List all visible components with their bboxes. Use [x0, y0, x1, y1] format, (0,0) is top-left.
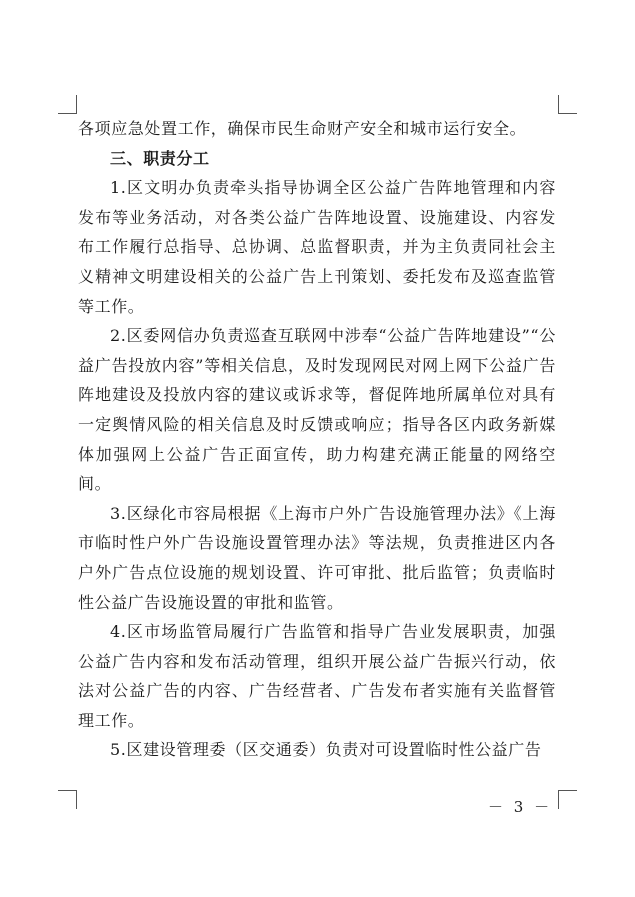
- lead-line: 各项应急处置工作，确保市民生命财产安全和城市运行安全。: [78, 119, 527, 138]
- crop-mark-top-right: [558, 95, 577, 114]
- crop-mark-top-left: [58, 95, 77, 114]
- crop-mark-bottom-left: [58, 790, 77, 809]
- paragraph-1: 1.区文明办负责牵头指导协调全区公益广告阵地管理和内容发布等业务活动，对各类公益广告阵地设置、设施建设、内容发布工作履行总指导、总协调、总监督职责，并为主负责同社会主义精神文明建设相关的公益广告上刊策划、委托发布及巡查监管等工作。: [78, 178, 556, 316]
- paragraph-2: 2.区委网信办负责巡查互联网中涉奉“公益广告阵地建设”“公益广告投放内容”等相关信息，及时发现网民对网上网下公益广告阵地建设及投放内容的建议或诉求等，督促阵地所属单位对具有一定舆情风险的相关信息及时反馈或响应；指导各区内政务新媒体加强网上公益广告正面宣传，助力构建充满正能量的网络空间。: [78, 326, 556, 494]
- paragraph-5: 5.区建设管理委（区交通委）负责对可设置临时性公益广告: [110, 740, 542, 760]
- page-number: － 3 －: [488, 798, 553, 816]
- crop-mark-bottom-right: [558, 790, 577, 809]
- document-body: [78, 114, 556, 765]
- section-heading: 三、职责分工: [110, 148, 210, 168]
- paragraph-3: 3.区绿化市容局根据《上海市户外广告设施管理办法》《上海市临时性户外广告设施设置管理办法》等法规，负责推进区内各户外广告点位设施的规划设置、许可审批、批后监管；负责临时性公益广告设施设置的审批和监管。: [78, 503, 556, 612]
- paragraph-4: 4.区市场监管局履行广告监管和指导广告业发展职责，加强公益广告内容和发布活动管理，组织开展公益广告振兴行动，依法对公益广告的内容、广告经营者、广告发布者实施有关监督管理工作。: [78, 622, 556, 730]
